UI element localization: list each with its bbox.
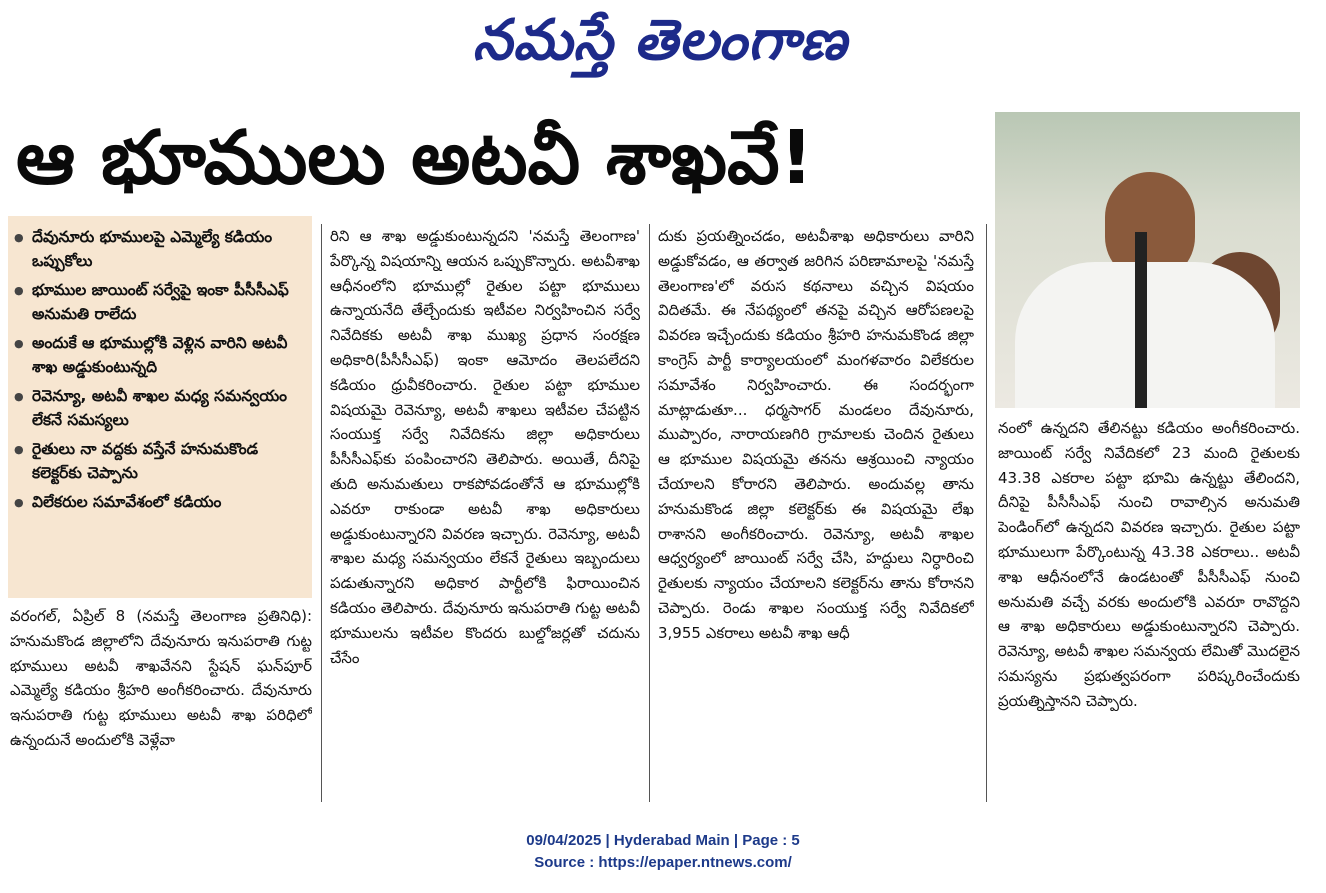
article-photo: [995, 112, 1300, 408]
article-column-1: వరంగల్, ఏప్రిల్ 8 (నమస్తే తెలంగాణ ప్రతినిధి): హనుమకొండ జిల్లాలోని దేవునూరు ఇనుపరాతి గుట్ట భూములు అటవీ శాఖవేనని స్టేషన్ ఘన్‌పూర్ ఎమ్మెల్యే కడియం శ్రీహరి అంగీకరించారు. దేవునూరు ఇనుపరాతి గుట్ట భూములు అటవీ శాఖ పరిధిలో ఉన్నందునే అందులోకి వెళ్లేవా: [10, 607, 312, 749]
column-divider: [649, 224, 650, 802]
highlights-box: [8, 216, 312, 598]
article-column-4: నంలో ఉన్నదని తేలినట్టు కడియం అంగీకరించారు. జాయింట్ సర్వే నివేదికలో 23 మంది రైతులకు 43.38 ఎకరాల పట్టా భూమి ఉన్నట్టు తేలిందని, దీనిపై పీసీసీఎఫ్ నుంచి రావాల్సిన అనుమతి పెండింగ్‌లో ఉన్నదని వివరణ ఇచ్చారు. రైతుల పట్టా భూములుగా పేర్కొంటున్న 43.38 ఎకరాలు.. అటవీ శాఖ ఆధీనంలోనే ఉండటంతో పీసీసీఎఫ్ నుంచి అనుమతి వచ్చే వరకు అందులోకి ఎవరూ రావొద్దని ఆ శాఖ అధికారులు అడ్డుకుంటున్నారని చెప్పారు. రెవెన్యూ, అటవీ శాఖల సమన్వయ లేమితో మొదలైన సమస్యను ప్రభుత్వపరంగా పరిష్కరించేందుకు ప్రయత్నిస్తానని చెప్పారు.: [998, 419, 1300, 710]
page-footer: [0, 830, 1326, 874]
article-headline: ఆ భూములు అటవీ శాఖవే!: [16, 115, 814, 201]
footer-edition-info: 09/04/2025 | Hyderabad Main | Page : 5: [526, 832, 800, 849]
newspaper-masthead: నమస్తే తెలంగాణ: [472, 8, 848, 73]
footer-source-link[interactable]: Source : https://epaper.ntnews.com/: [534, 854, 792, 871]
article-column-3: దుకు ప్రయత్నించడం, అటవీశాఖ అధికారులు వారిని అడ్డుకోవడం, ఆ తర్వాత జరిగిన పరిణామాలపై 'నమస్తే తెలంగాణ'లో వరుస కథనాలు వచ్చిన విషయం విదితమే. ఈ నేపథ్యంలో తనపై వచ్చిన ఆరోపణలపై వివరణ ఇచ్చేందుకు కడియం శ్రీహరి హనుమకొండ జిల్లా కాంగ్రెస్ పార్టీ కార్యాలయంలో మంగళవారం విలేకరుల సమావేశం నిర్వహించారు. ఈ సందర్భంగా మాట్లాడుతూ... ధర్మసాగర్ మండలం దేవునూరు, ముప్పారం, నారాయణగిరి గ్రామాలకు చెందిన రైతులు ఆ భూముల విషయమై తనను ఆశ్రయించి న్యాయం చేయాలని కోరారని తెలిపారు. అందువల్ల తాను హనుమకొండ జిల్లా కలెక్టర్‌కు ఈ విషయమై లేఖ రాశానని అంగీకరించారు. రెవెన్యూ, అటవీ శాఖల ఆధ్వర్యంలో జాయింట్ సర్వే చేసి, హద్దులు నిర్ధారించి రైతులకు న్యాయం చేయాలని కలెక్టర్‌ను తాను కోరానని చెప్పారు. రెండు శాఖల సంయుక్త సర్వే నివేదికలో 3,955 ఎకరాలు అటవీ శాఖ ఆధీ: [658, 227, 974, 642]
article-column-2: రిని ఆ శాఖ అడ్డుకుంటున్నదని 'నమస్తే తెలంగాణ' పేర్కొన్న విషయాన్ని ఆయన ఒప్పుకొన్నారు. అటవీశాఖ ఆధీనంలోని భూముల్లో రైతుల పట్టా భూములు ఉన్నాయనేది తేల్చేందుకు ఇటీవల నిర్వహించిన సర్వే నివేదికకు అటవీ శాఖ ముఖ్య ప్రధాన సంరక్షణ అధికారి(పీసీసీఎఫ్) ఇంకా ఆమోదం తెలపలేదని కడియం ధ్రువీకరించారు. రైతుల పట్టా భూముల విషయమై రెవెన్యూ, అటవీ శాఖలు ఇటీవల చేపట్టిన సంయుక్త సర్వే నివేదికను జిల్లా అధికారులు పీసీసీఎఫ్‌కు పంపించారని తెలిపారు. అయితే, దీనిపై తుది అనుమతులు రాకపోవడంతోనే ఆ భూముల్లోకి ఎవరూ రాకుండా అటవీ శాఖ అధికారులు అడ్డుకుంటున్నారని వివరణ ఇచ్చారు. రెవెన్యూ, అటవీ శాఖల మధ్య సమన్వయం లేకనే రైతులు ఇబ్బందులు పడుతున్నారని అధికార పార్టీలోకి ఫిరాయించిన కడియం తెలిపారు. దేవునూరు ఇనుపరాతి గుట్ట అటవీ భూములను ఇటీవల కొందరు బుల్డోజర్లతో చదును చేసేం: [330, 227, 640, 667]
highlight-item: ● రెవెన్యూ, అటవీ శాఖల మధ్య సమన్వయం లేకనే సమస్యలు: [14, 385, 306, 432]
highlight-item: ● దేవునూరు భూములపై ఎమ్మెల్యే కడియం ఒప్పుకోలు: [14, 226, 306, 273]
highlight-item: ● అందుకే ఆ భూముల్లోకి వెళ్లిన వారిని అటవీ శాఖ అడ్డుకుంటున్నది: [14, 332, 306, 379]
column-divider: [986, 224, 987, 802]
highlight-item: ● విలేకరుల సమావేశంలో కడియం: [14, 491, 306, 515]
highlight-item: ● రైతులు నా వద్దకు వస్తేనే హనుమకొండ కలెక్టర్‌కు చెప్పాను: [14, 438, 306, 485]
highlight-item: ● భూముల జాయింట్ సర్వేపై ఇంకా పీసీసీఎఫ్ అనుమతి రాలేదు: [14, 279, 306, 326]
column-divider: [321, 224, 322, 802]
